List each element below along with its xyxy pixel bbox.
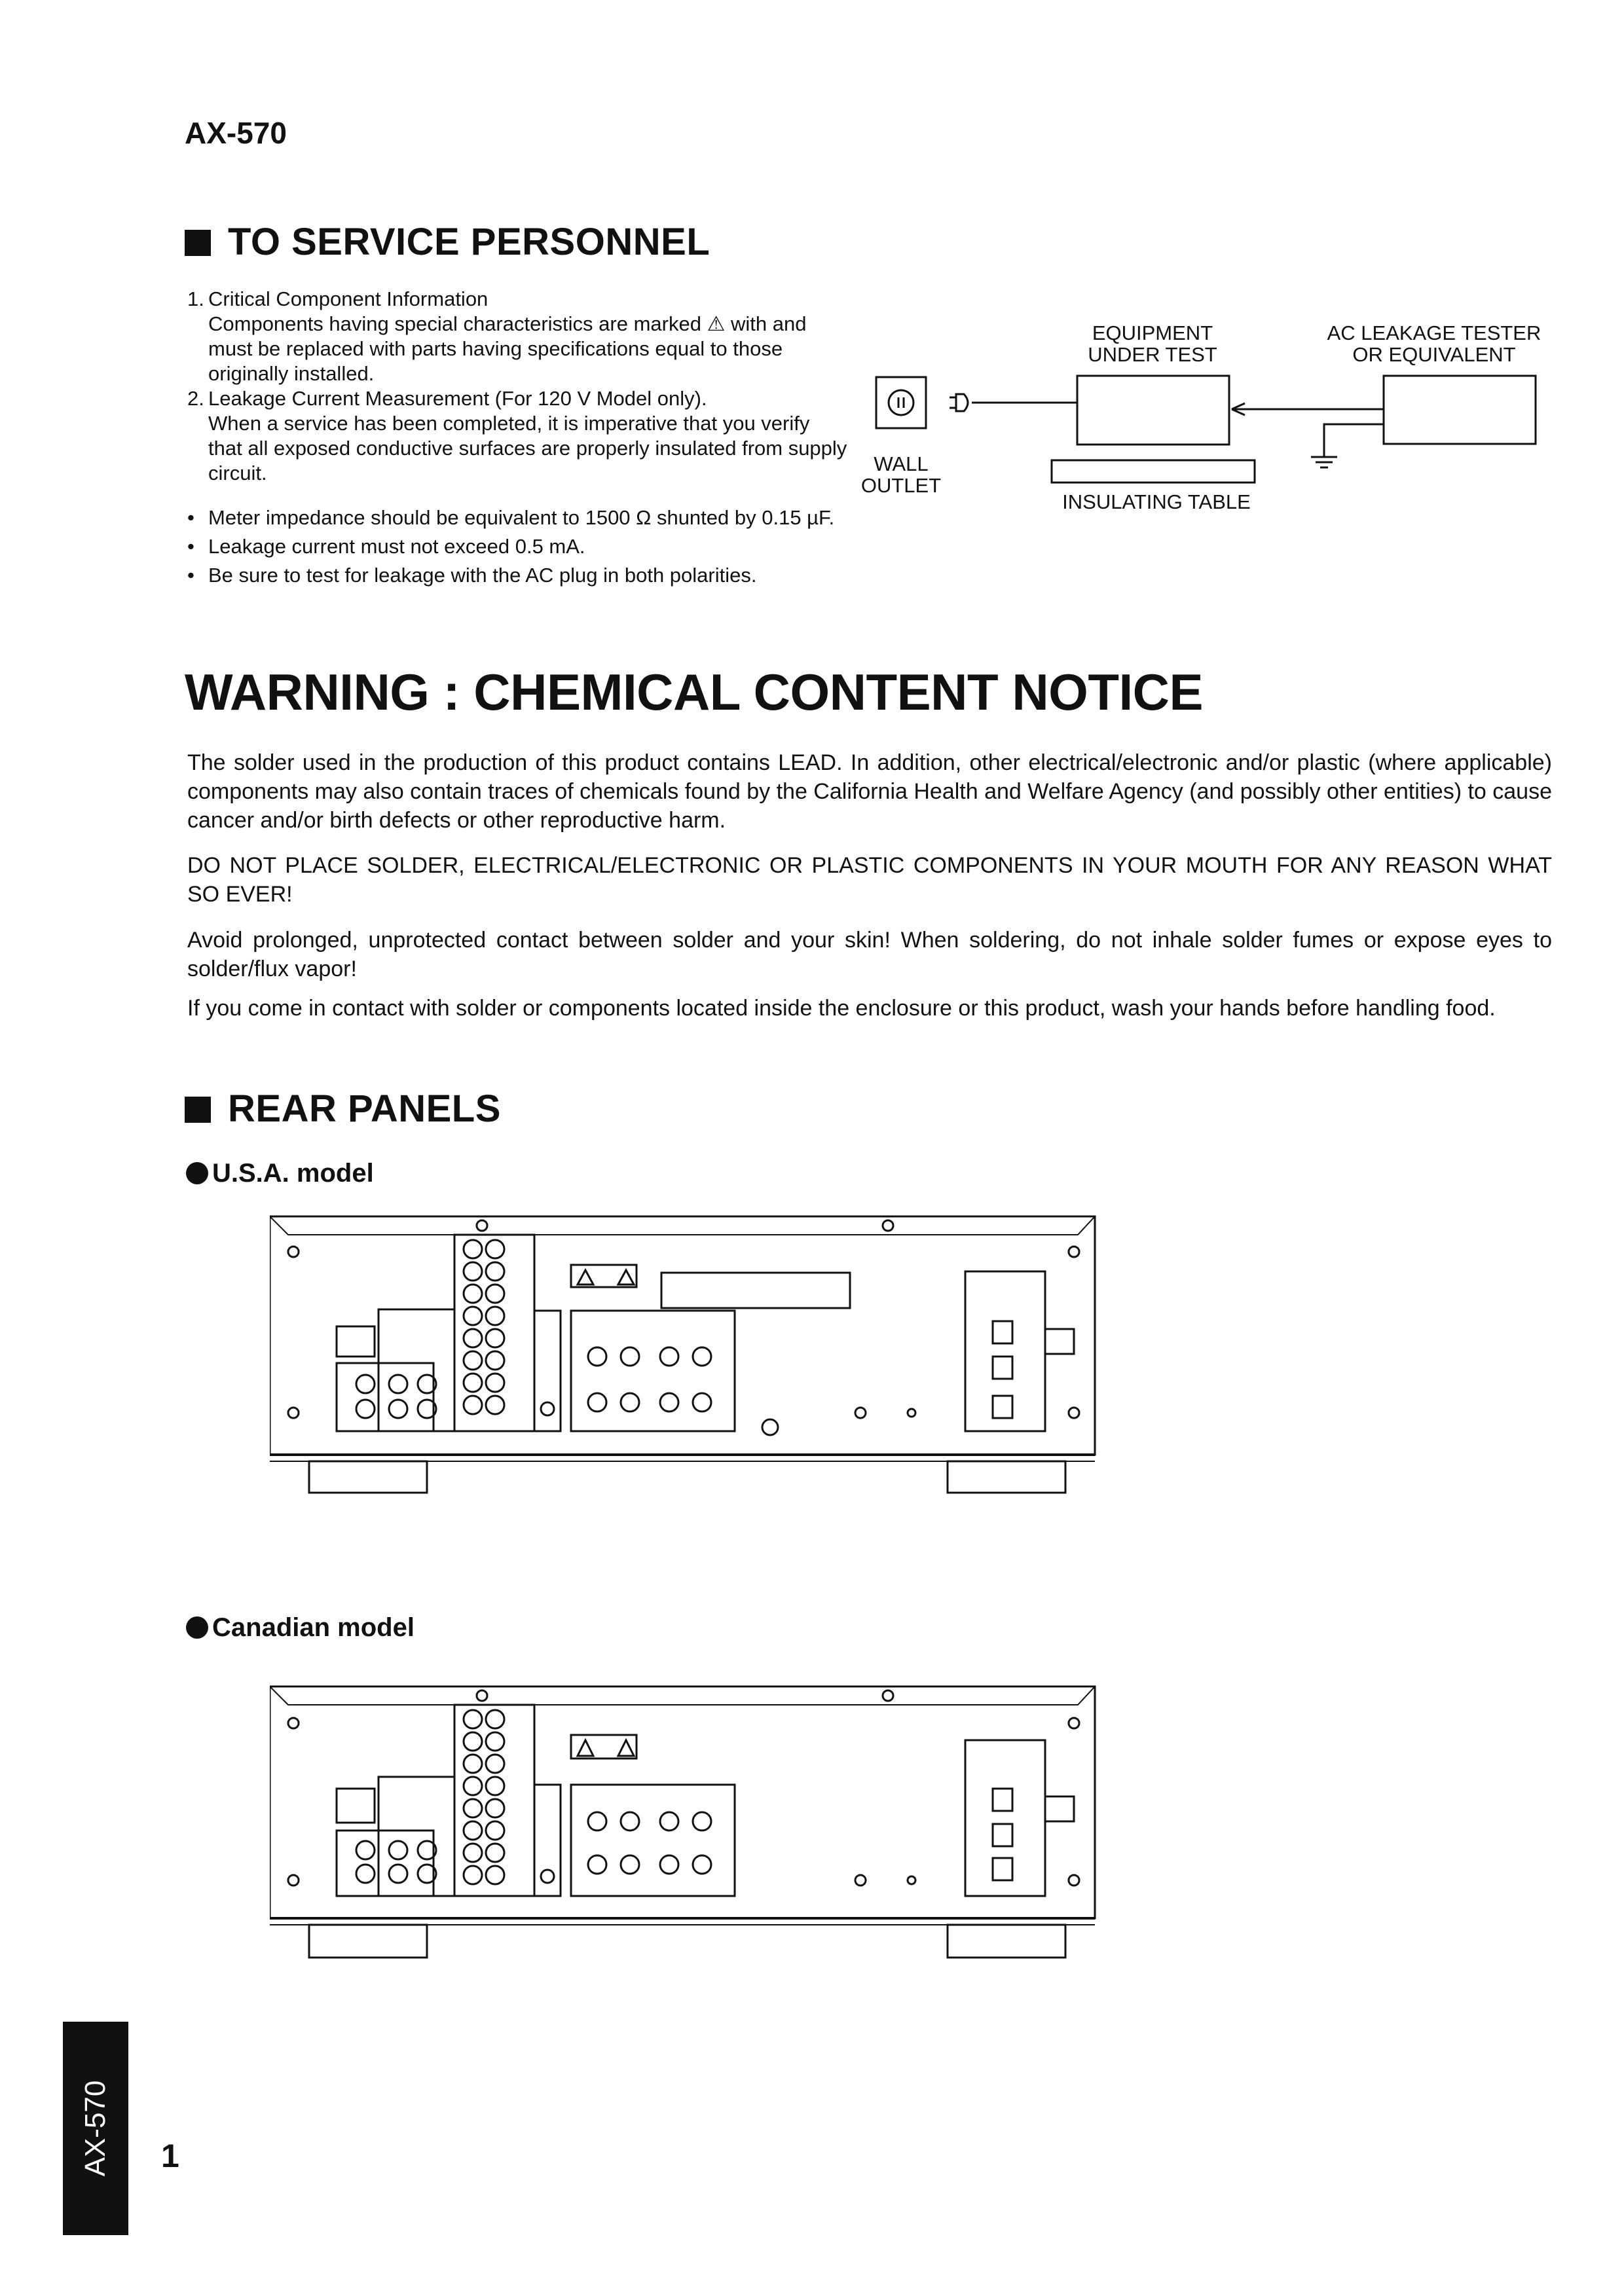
usa-model-heading	[186, 1159, 374, 1188]
right-foot	[948, 1461, 1065, 1493]
chassis-outline	[270, 1216, 1095, 1455]
item-number: 2.	[187, 387, 204, 410]
round-bullet-icon	[186, 1616, 208, 1639]
leakage-tester-box	[1384, 376, 1536, 444]
wall-outlet-label	[849, 453, 953, 496]
canadian-rear-panel-drawing	[270, 1680, 1101, 1975]
caution-triangle-icon	[618, 1270, 634, 1285]
warning-paragraph-wash: If you come in contact with solder or components located inside the enclosure or this product, wash your hands before handling food.	[187, 996, 1496, 1021]
ac-outlet-panel	[965, 1271, 1045, 1431]
insulating-table-label: INSULATING TABLE	[1062, 490, 1251, 513]
speaker-terminal-panel	[571, 1785, 735, 1896]
insulating-table-box	[1052, 460, 1255, 483]
caution-triangle-icon	[578, 1270, 593, 1285]
outlet-label-line2: OUTLET	[860, 474, 942, 497]
service-instructions	[187, 287, 849, 486]
canadian-model-label: Canadian model	[212, 1613, 415, 1642]
item-text: When a service has been completed, it is imperative that you verify that all exposed conductive surfaces are properly insulated from supply circuit.	[208, 412, 847, 484]
ac-outlet-panel	[965, 1740, 1045, 1896]
rear-panels-title: REAR PANELS	[228, 1087, 501, 1130]
caution-triangle-icon	[618, 1740, 634, 1756]
square-bullet-icon	[185, 1097, 211, 1123]
item-text: Components having special characteristics are marked ⚠ with and must be replaced with parts having specifications equal to those originally installed.	[208, 312, 807, 385]
usa-rear-panel-drawing	[270, 1212, 1101, 1502]
tester-label-line1: AC LEAKAGE TESTER	[1327, 321, 1541, 344]
tester-label-line2: OR EQUIVALENT	[1352, 343, 1516, 366]
equipment-label-line2: UNDER TEST	[1088, 343, 1217, 366]
page-number: 1	[161, 2138, 179, 2174]
square-bullet-icon	[185, 230, 211, 256]
rear-panels-heading	[185, 1087, 501, 1131]
round-bullet-icon	[186, 1162, 208, 1184]
left-foot	[309, 1461, 427, 1493]
right-foot	[948, 1925, 1065, 1958]
usa-model-label: U.S.A. model	[212, 1159, 374, 1188]
chemical-warning-title: WARNING : CHEMICAL CONTENT NOTICE	[185, 663, 1204, 721]
caution-triangle-icon	[578, 1740, 593, 1756]
phono-section	[337, 1831, 434, 1896]
left-foot	[309, 1925, 427, 1958]
ac-plug-icon	[956, 394, 968, 411]
bullet-item: • Be sure to test for leakage with the AC plug in both polarities.	[187, 563, 849, 588]
equipment-under-test-box	[1077, 376, 1229, 445]
bullet-item: • Leakage current must not exceed 0.5 mA.	[187, 534, 849, 559]
wall-outlet-symbol	[876, 377, 926, 428]
item-number: 1.	[187, 287, 204, 310]
document-model-header: AX-570	[185, 116, 287, 150]
item-heading: Critical Component Information	[208, 287, 489, 310]
leakage-notes	[187, 505, 849, 592]
service-item-leakage-measurement	[187, 386, 849, 486]
service-item-critical-components	[187, 287, 849, 386]
power-cord-icon	[1045, 1329, 1074, 1354]
item-heading: Leakage Current Measurement (For 120 V Model only).	[208, 387, 707, 410]
bullet-item: • Meter impedance should be equivalent to 1500 Ω shunted by 0.15 µF.	[187, 505, 849, 530]
power-cord-icon	[1045, 1796, 1074, 1821]
warning-paragraph-contact: Avoid prolonged, unprotected contact between solder and your skin! When soldering, do not inhale solder fumes or expose eyes to solder/flux vapor!	[187, 928, 1552, 981]
outlet-label-line1: WALL	[874, 452, 929, 475]
warning-paragraph-mouth: DO NOT PLACE SOLDER, ELECTRICAL/ELECTRONIC OR PLASTIC COMPONENTS IN YOUR MOUTH FOR ANY REASON WHAT SO EVER!	[187, 853, 1552, 907]
chassis-outline	[270, 1686, 1095, 1918]
ground-lead-line	[1324, 424, 1384, 457]
equipment-under-test-label	[1022, 322, 1283, 365]
canadian-model-heading	[186, 1613, 415, 1643]
speaker-terminal-panel	[571, 1311, 735, 1431]
ac-leakage-tester-label	[1297, 322, 1572, 365]
service-section-title: TO SERVICE PERSONNEL	[228, 221, 710, 263]
outlet-socket-icon	[889, 390, 913, 415]
equipment-label-line1: EQUIPMENT	[1092, 321, 1213, 344]
warning-paragraph-lead: The solder used in the production of this product contains LEAD. In addition, other electrical/electronic and/or plastic (where applicable) components may also contain traces of chemicals found by the California Health and Welfare Agency (and possibly other entities) to cause cancer and/or birth defects or other reproductive harm.	[187, 750, 1552, 833]
phono-section	[337, 1363, 434, 1431]
side-model-tab	[63, 2022, 128, 2235]
side-tab-text: AX-570	[79, 2080, 111, 2177]
service-section-heading	[185, 220, 710, 264]
